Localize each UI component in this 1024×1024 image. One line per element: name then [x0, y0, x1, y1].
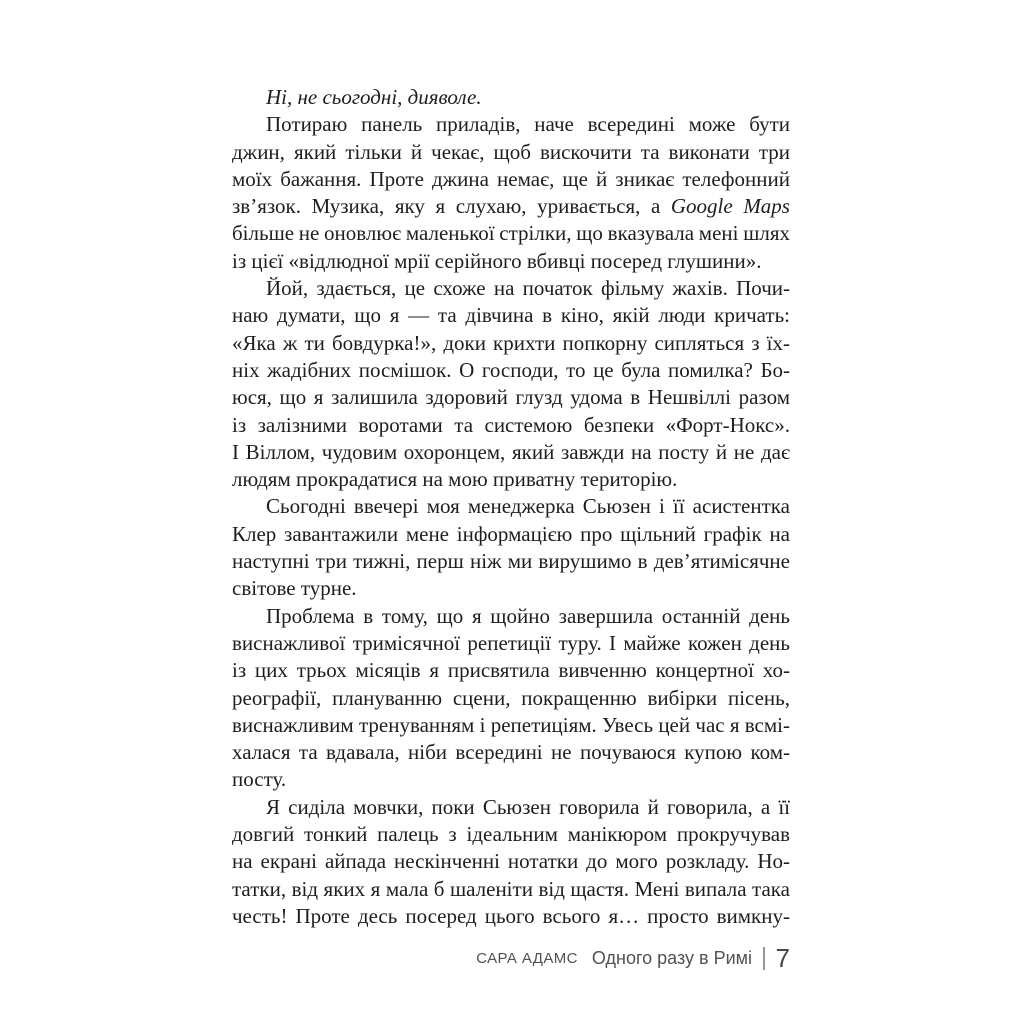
italic-text: Google Maps	[670, 194, 790, 219]
text-line: «Яка ж ти бовдурка!», доки крихти попкорну сипляться з їх-	[232, 330, 790, 355]
text-line: Ні, не сьогодні, дияволе.	[266, 85, 482, 109]
text-line: честь! Проте десь посеред цього всього я… просто вимкну-	[232, 903, 790, 928]
text-line: наю думати, що я — та дівчина в кіно, якій люди кричать:	[232, 303, 790, 328]
footer-page-number: 7	[775, 943, 790, 973]
text-line: довгий тонкий палець з ідеальним манікюром прокручував	[232, 822, 790, 847]
text-line: Я сиділа мовчки, поки Сьюзен говорила й говорила, а її	[266, 794, 790, 819]
text-line: наступні три тижні, перш ніж ми вирушимо в дев’ятимісячне	[232, 549, 790, 574]
text-line: халася та вдавала, ніби всередині не почуваюся купою ком-	[232, 740, 790, 765]
text-line: ніх жадібних посмішок. О господи, то це була помилка? Бо-	[232, 357, 790, 382]
text-line: більше не оновлює маленької стрілки, що вказувала мені шлях	[232, 221, 790, 246]
footer-book-title: Одного разу в Римі	[591, 948, 753, 968]
text-line: із цих трьох місяців я присвятила вивченню концертної хо-	[232, 658, 790, 683]
text-line: Йой, здається, це схоже на початок фільму жахів. Почи-	[266, 276, 790, 301]
text-line: Клер завантажили мене інформацією про щільний графік на	[232, 521, 790, 546]
body-text-block	[232, 84, 790, 930]
text-line: виснажливої тримісячної репетиції туру. І майже кожен день	[232, 630, 790, 655]
text-line: Проблема в тому, що я щойно завершила останній день	[266, 603, 790, 628]
text-line: татки, від яких я мала б шаленіти від щастя. Мені випала така	[232, 876, 790, 901]
text-line: Потираю панель приладів, наче всередині може бути	[266, 112, 790, 137]
text-line: юся, що я залишила здоровий глузд удома в Нешвіллі разом	[232, 385, 790, 410]
text-line: світове турне.	[232, 576, 357, 601]
text-line: І Віллом, чудовим охоронцем, який завжди на посту й не дає	[232, 439, 790, 464]
text-line: реографії, плануванню сцени, покращенню вибірки пісень,	[232, 685, 790, 710]
page-footer	[232, 943, 790, 974]
text-line: Сьогодні ввечері моя менеджерка Сьюзен і її асистентка	[266, 494, 790, 519]
footer-separator	[763, 947, 765, 970]
text-line: зв’язок. Музика, яку я слухаю, уривається, а Google Maps	[232, 194, 790, 219]
footer-author: САРА АДАМС	[476, 950, 578, 967]
text-line: на екрані айпада нескінченні нотатки до мого розкладу. Но-	[232, 849, 790, 874]
text-line: із цієї «відлюдної мрії серійного вбивці посеред глушини».	[232, 248, 762, 273]
text-line: людям прокрадатися на мою приватну територію.	[232, 467, 678, 492]
text-line: із залізними воротами та системою безпеки «Форт-Нокс».	[232, 412, 790, 437]
text-line: посту.	[232, 767, 287, 792]
text-line: виснажливим тренуванням і репетиціям. Увесь цей час я всмі-	[232, 712, 790, 737]
text-line: моїх бажання. Проте джина немає, ще й зникає телефонний	[232, 166, 790, 191]
text-line: джин, який тільки й чекає, щоб вискочити та виконати три	[232, 139, 790, 164]
